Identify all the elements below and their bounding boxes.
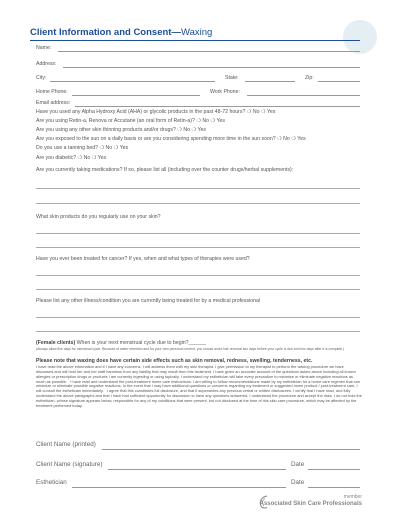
menstrual-note: (Always allow five days for menstrual cycle. Because of water retention and for your own personal comfort, you should avoid hair removal two days before your cycle is due and two days after it is complete.) xyxy=(36,347,345,351)
client-printed-label: Client Name (printed) xyxy=(36,441,96,448)
work-phone-field[interactable] xyxy=(247,95,360,96)
answer-line[interactable] xyxy=(36,289,360,290)
title-divider xyxy=(30,40,360,41)
question-medications: Are you currently taking medications? If so, please list all (including over the counter drugs/herbal supplements): xyxy=(36,167,294,173)
email-field-label: Email address: xyxy=(36,100,71,106)
client-date-field[interactable] xyxy=(308,469,360,470)
client-signature-field[interactable] xyxy=(108,469,286,470)
side-effects-notice: Please note that waxing does have certain side effects such as skin removal, redness, swelling, tenderness, etc. xyxy=(36,358,313,364)
question-other-illness: Please list any other illness/condition you are currently being treated for by a medical professional xyxy=(36,298,261,304)
question-skin-products: What skin products do you regularly use on your skin? xyxy=(36,214,161,220)
email-field[interactable] xyxy=(75,106,360,107)
state-field[interactable] xyxy=(245,81,295,82)
home-phone-field[interactable] xyxy=(72,95,200,96)
address-field-label: Address: xyxy=(36,61,57,67)
esthetician-label: Esthetician xyxy=(36,479,67,486)
question-tanning-bed[interactable]: Do you use a tanning bed? ❍ No ❍ Yes xyxy=(36,145,129,151)
date-label: Date xyxy=(291,479,305,486)
page-title: Client Information and Consent—Waxing xyxy=(30,27,213,38)
question-diabetic[interactable]: Are you diabetic? ❍ No ❍ Yes xyxy=(36,155,107,161)
esthetician-date-field[interactable] xyxy=(308,487,360,488)
question-cancer: Have you ever been treated for cancer? If yes, when and what types of therapies were used? xyxy=(36,256,250,262)
female-clients-question[interactable]: (Female clients) When is your next menstrual cycle due to begin?______ xyxy=(36,340,206,346)
city-field-label: City: xyxy=(36,75,47,81)
answer-line[interactable] xyxy=(36,331,360,332)
zip-field-label: Zip: xyxy=(305,75,314,81)
answer-line[interactable] xyxy=(36,233,360,234)
answer-line[interactable] xyxy=(36,317,360,318)
question-retin-a[interactable]: Are you using Retin-a, Renova or Accutane (an oral form of Retin-a)? ❍ No ❍ Yes xyxy=(36,118,225,124)
answer-line[interactable] xyxy=(36,188,360,189)
date-label: Date xyxy=(291,461,305,468)
consent-paragraph: I have read the above information and if I have any concerns, I will address them with my skin therapist. I give permission to my therapist to perform the waxing procedure we have discussed and will hold her and her staff harmless from any liability that may result from this treatment. I have given an accurate account of the questions asked above including all known allergies or prescription drugs or products I am currently ingesting or using topically. I understand my esthetician will take every precaution to minimize or eliminate negative reactions as much as possible. I have read and understand the post-treatment home care instructions. I am willing to follow recommendations made by my esthetician for a home care regimen that can minimize or eliminate possible negative reactions. In the event that I may have additional questions or concerns regarding my treatment or suggested home product / post-treatment care, I will consult the esthetician immediately. I agree that this constitutes full disclosure, and that it supersedes any previous verbal or written disclosures. I certify that I have read, and fully understand the above paragraphs and that I have had sufficient opportunity for discussion to have any questions answered. I understand the procedure and accept the risks. I do not hold the esthetician, whose signature appears below, responsible for any of my conditions that were present, but not disclosed at the time of this skin care procedure, which may be affected by the treatment performed today. xyxy=(36,364,362,408)
answer-line[interactable] xyxy=(36,247,360,248)
home-phone-label: Home Phone: xyxy=(36,89,68,95)
name-field-label: Name: xyxy=(36,45,52,51)
page-subtitle: Waxing xyxy=(180,27,213,38)
answer-line[interactable] xyxy=(36,203,360,204)
answer-line[interactable] xyxy=(36,275,360,276)
question-sun-exposure[interactable]: Are you exposed to the sun on a daily basis or are you considering spending more time in the sun soon? ❍ No ❍ Yes xyxy=(36,136,306,142)
name-field[interactable] xyxy=(58,51,360,52)
address-field[interactable] xyxy=(63,67,360,68)
work-phone-label: Work Phone: xyxy=(210,89,240,95)
city-field[interactable] xyxy=(50,81,215,82)
esthetician-signature-field[interactable] xyxy=(72,487,286,488)
footer-member: member xyxy=(343,494,362,500)
client-signature-label: Client Name (signature) xyxy=(36,461,103,468)
footer-organization: Associated Skin Care Professionals xyxy=(259,501,362,507)
question-skin-thinning[interactable]: Are you using any other skin thinning products and/or drugs? ❍ No ❍ Yes xyxy=(36,127,206,133)
question-aha[interactable]: Have you used any Alpha Hydroxy Acid (AHA) or glycolic products in the past 48-72 hours? ❍ No ❍ Yes xyxy=(36,109,276,115)
decorative-circle xyxy=(343,20,377,54)
state-field-label: State: xyxy=(225,75,239,81)
client-printed-field[interactable] xyxy=(102,449,360,450)
zip-field[interactable] xyxy=(318,81,360,82)
